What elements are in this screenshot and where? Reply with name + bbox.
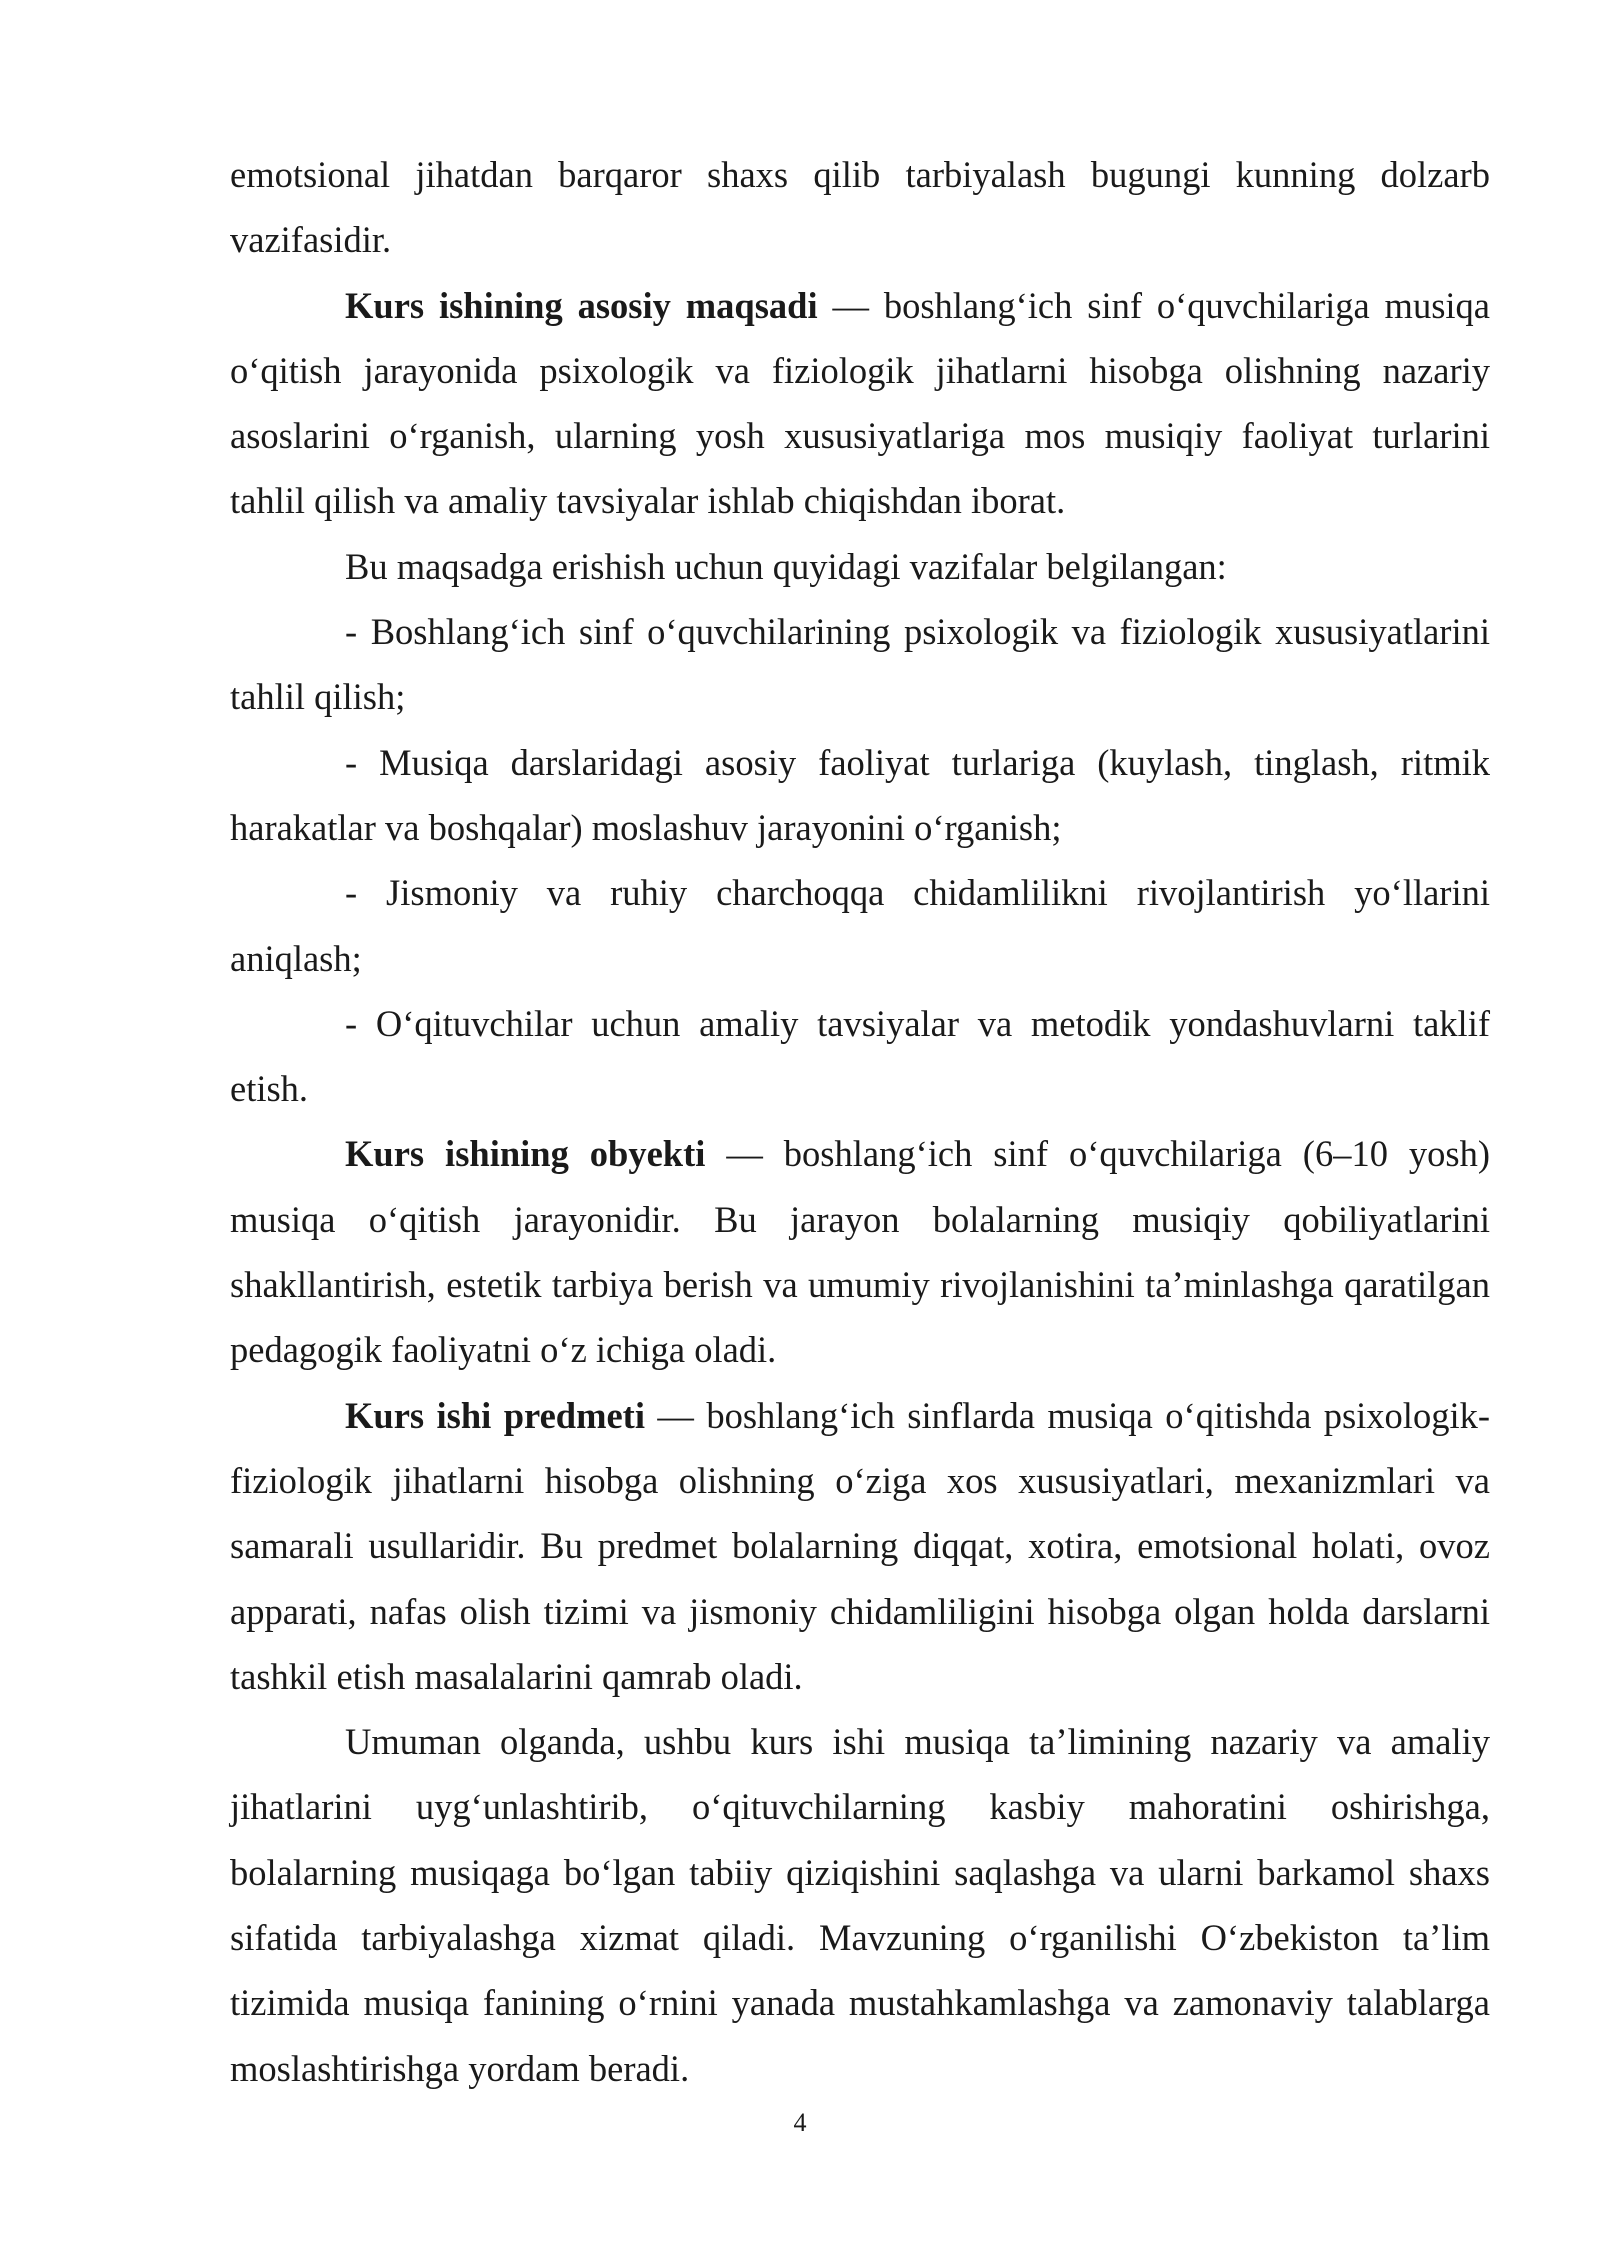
task-item-1 <box>230 599 1490 730</box>
object-heading: Kurs ishining obyekti <box>345 1133 706 1175</box>
paragraph-text: Umuman olganda, ushbu kurs ishi musiqa ta’limining nazariy va amaliy jihatlarini uyg‘unlashtirib, o‘qituvchilarning kasbiy mahoratini oshirishga, bolalarning musiqaga bo‘lgan tabiiy qiziqishini saqlashga va ularni barkamol shaxs sifatida tarbiyalashga xizmat qiladi. Mavzuning o‘rganilishi O‘zbekiston ta’lim tizimida musiqa fanining o‘rnini yanada mustahkamlashga va zamonaviy talablarga moslashtirishga yordam beradi. <box>230 1721 1490 2089</box>
task-item-2 <box>230 730 1490 861</box>
paragraph-conclusion <box>230 1709 1490 2101</box>
subject-heading: Kurs ishi predmeti <box>345 1394 645 1436</box>
task-item-3 <box>230 860 1490 991</box>
paragraph-continuation <box>230 142 1490 273</box>
task-item-4 <box>230 991 1490 1122</box>
paragraph-text: - Boshlang‘ich sinf o‘quvchilarining psixologik va fiziologik xususiyatlarini tahlil qilish; <box>230 611 1490 718</box>
paragraph-text: - Musiqa darslaridagi asosiy faoliyat turlariga (kuylash, tinglash, ritmik harakatlar va boshqalar) moslashuv jarayonini o‘rganish; <box>230 741 1490 848</box>
paragraph-goal <box>230 273 1490 534</box>
paragraph-text: — boshlang‘ich sinflarda musiqa o‘qitishda psixologik-fiziologik jihatlarni hisobga olishning o‘ziga xos xususiyatlari, mexanizmlari va samarali usullaridir. Bu predmet bolalarning diqqat, xotira, emotsional holati, ovoz apparati, nafas olish tizimi va jismoniy chidamliligini hisobga olgan holda darslarni tashkil etish masalalarini qamrab oladi. <box>230 1394 1490 1697</box>
paragraph-text: - Jismoniy va ruhiy charchoqqa chidamlilikni rivojlantirish yo‘llarini aniqlash; <box>230 872 1490 979</box>
paragraph-object <box>230 1121 1490 1382</box>
paragraph-text: emotsional jihatdan barqaror shaxs qilib tarbiyalash bugungi kunning dolzarb vazifasidir. <box>230 154 1490 261</box>
paragraph-tasks-intro <box>230 534 1490 599</box>
paragraph-text: - O‘qituvchilar uchun amaliy tavsiyalar va metodik yondashuvlarni taklif etish. <box>230 1002 1490 1110</box>
page-number: 4 <box>793 2108 807 2137</box>
paragraph-text: Bu maqsadga erishish uchun quyidagi vazifalar belgilangan: <box>345 545 1227 587</box>
goal-heading: Kurs ishining asosiy maqsadi <box>345 284 818 326</box>
paragraph-subject <box>230 1383 1490 1709</box>
paragraph-text: — boshlang‘ich sinf o‘quvchilariga musiqa o‘qitish jarayonida psixologik va fiziologik jihatlarni hisobga olishning nazariy asoslarini o‘rganish, ularning yosh xususiyatlariga mos musiqiy faoliyat turlarini tahlil qilish va amaliy tavsiyalar ishlab chiqishdan iborat. <box>230 284 1490 522</box>
paragraph-text: — boshlang‘ich sinf o‘quvchilariga (6–10 yosh) musiqa o‘qitish jarayonidir. Bu jarayon bolalarning musiqiy qobiliyatlarini shakllantirish, estetik tarbiya berish va umumiy rivojlanishini ta’minlashga qaratilgan pedagogik faoliyatni o‘z ichiga oladi. <box>230 1133 1491 1371</box>
document-body <box>230 142 1490 2101</box>
